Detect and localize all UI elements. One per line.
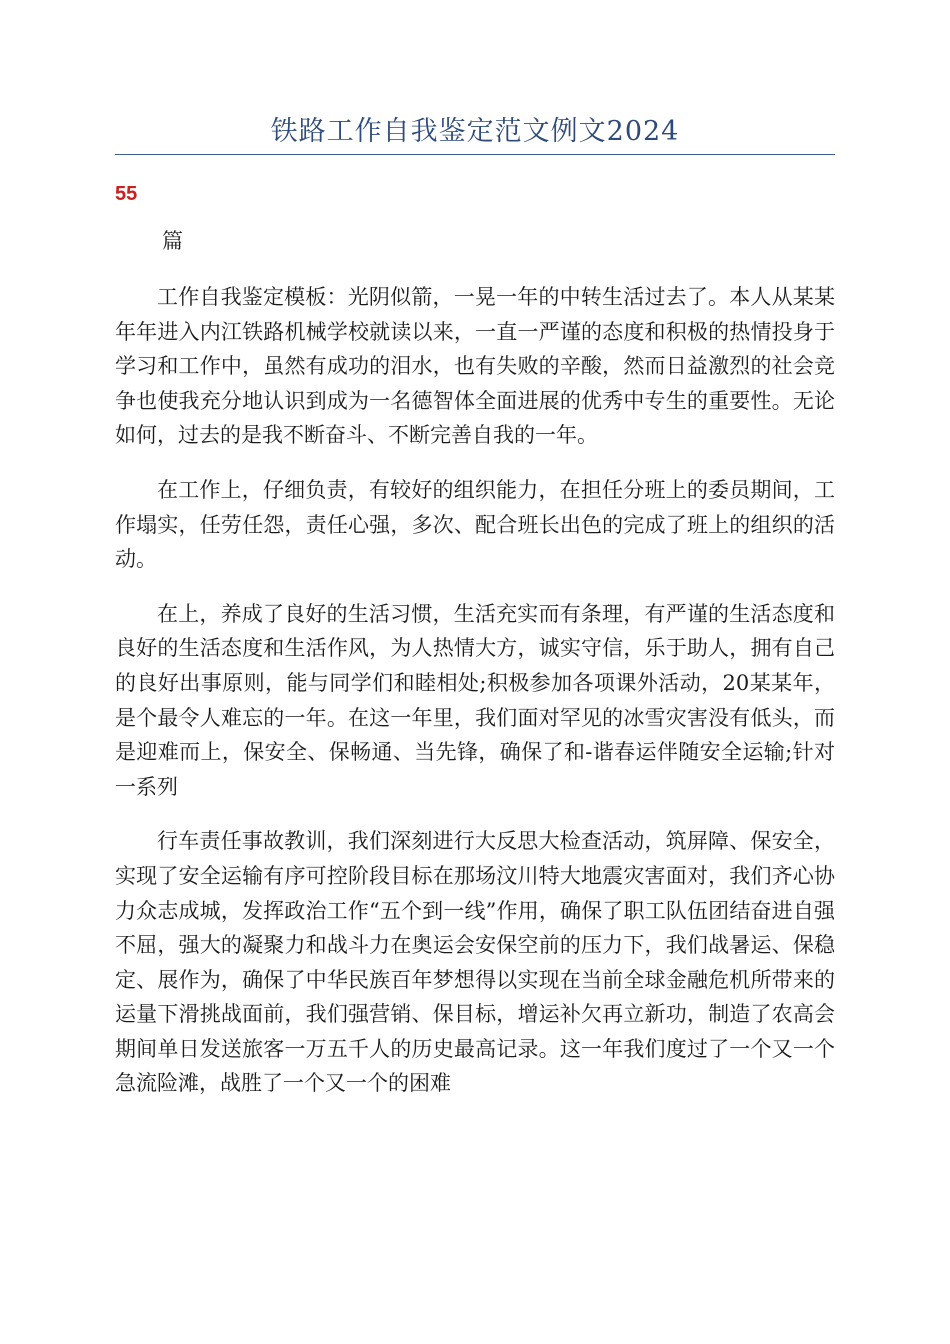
paragraph-1: 工作自我鉴定模板：光阴似箭，一晃一年的中转生活过去了。本人从某某年年进入内江铁路机械学校就读以来，一直一严谨的态度和积极的热情投身于学习和工作中，虽然有成功的泪水，也有失败的辛酸，然而日益激烈的社会竞争也使我充分地认识到成为一名德智体全面进展的优秀中专生的重要性。无论如何，过去的是我不断奋斗、不断完善自我的一年。 (115, 285, 835, 448)
document-title: 铁路工作自我鉴定范文例文2024 (270, 116, 680, 147)
pian-label: 篇 (162, 229, 183, 253)
paragraph-2: 在工作上，仔细负责，有较好的组织能力，在担任分班上的委员期间，工作塌实，任劳任怨，责任心强，多次、配合班长出色的完成了班上的组织的活动。 (115, 477, 835, 572)
document-body (115, 280, 835, 1121)
document-number: 55 (115, 183, 138, 205)
title-underline (115, 154, 835, 155)
paragraph-3: 在上，养成了良好的生活习惯，生活充实而有条理，有严谨的生活态度和良好的生活态度和生活作风，为人热情大方，诚实守信，乐于助人，拥有自己的良好出事原则，能与同学们和睦相处;积极参加各项课外活动，20某某年，是个最令人难忘的一年。在这一年里，我们面对罕见的冰雪灾害没有低头，而是迎难而上，保安全、保畅通、当先锋，确保了和-谐春运伴随安全运输;针对一系列 (115, 601, 835, 799)
paragraph-4: 行车责任事故教训，我们深刻进行大反思大检查活动，筑屏障、保安全，实现了安全运输有序可控阶段目标在那场汶川特大地震灾害面对，我们齐心协力众志成城，发挥政治工作“五个到一线”作用，确保了职工队伍团结奋进自强不屈，强大的凝聚力和战斗力在奥运会安保空前的压力下，我们战暑运、保稳定、展作为，确保了中华民族百年梦想得以实现在当前全球金融危机所带来的运量下滑挑战面前，我们强营销、保目标，增运补欠再立新功，制造了农高会期间单日发送旅客一万五千人的历史最高记录。这一年我们度过了一个又一个急流险滩，战胜了一个又一个的困难 (115, 829, 835, 1096)
